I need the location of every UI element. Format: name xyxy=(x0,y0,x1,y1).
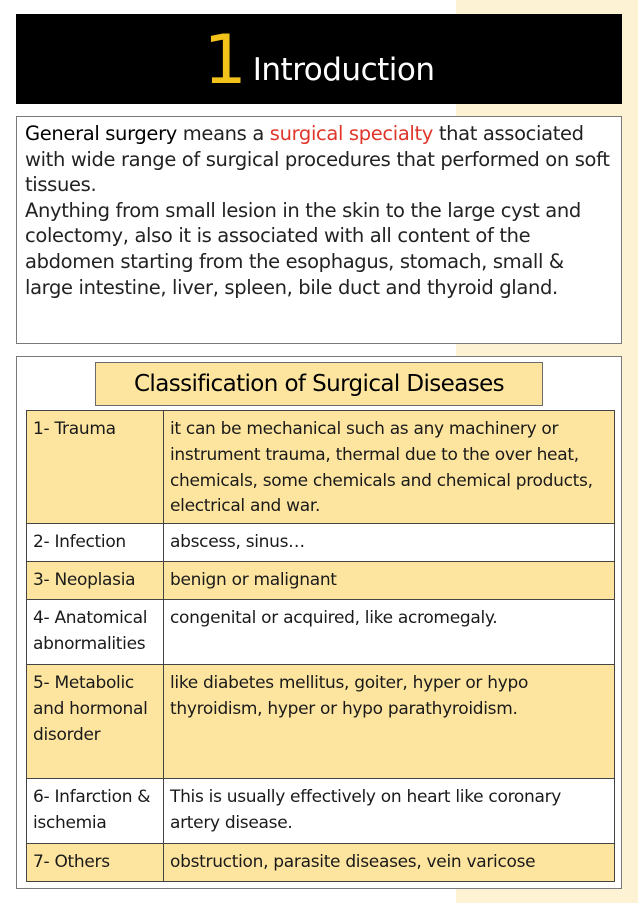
table-row xyxy=(27,844,615,882)
table-row xyxy=(27,779,615,844)
disease-description: This is usually effectively on heart like coronary artery disease. xyxy=(164,779,615,844)
table-row xyxy=(27,411,615,524)
classification-table xyxy=(26,410,615,882)
disease-type: 3- Neoplasia xyxy=(27,562,164,600)
chapter-title: Introduction xyxy=(252,52,435,88)
disease-type: 1- Trauma xyxy=(27,411,164,524)
intro-paragraph-2: Anything from small lesion in the skin to the large cyst and colectomy, also it is associated with all content of the abdomen starting from the esophagus, stomach, small & large intestine, liver, spleen, bile duct and thyroid gland. xyxy=(25,198,581,299)
disease-description: congenital or acquired, like acromegaly. xyxy=(164,600,615,665)
table-row xyxy=(27,524,615,562)
disease-type: 2- Infection xyxy=(27,524,164,562)
table-row xyxy=(27,562,615,600)
disease-description: obstruction, parasite diseases, vein varicose xyxy=(164,844,615,882)
classification-heading: Classification of Surgical Diseases xyxy=(95,362,543,406)
disease-type: 7- Others xyxy=(27,844,164,882)
disease-type: 6- Infarction & ischemia xyxy=(27,779,164,844)
disease-type: 4- Anatomical abnormalities xyxy=(27,600,164,665)
intro-box xyxy=(16,116,622,344)
disease-description: it can be mechanical such as any machinery or instrument trauma, thermal due to the over heat, chemicals, some chemicals and chemical products, electrical and war. xyxy=(164,411,615,524)
classification-box xyxy=(16,356,622,889)
disease-description: like diabetes mellitus, goiter, hyper or hypo thyroidism, hyper or hypo parathyroidism. xyxy=(164,665,615,779)
intro-text-a: means a xyxy=(176,122,270,145)
table-row xyxy=(27,665,615,779)
intro-paragraph-1 xyxy=(25,121,613,198)
title-banner xyxy=(16,14,622,104)
disease-type: 5- Metabolic and hormonal disorder xyxy=(27,665,164,779)
disease-description: benign or malignant xyxy=(164,562,615,600)
chapter-number: 1 xyxy=(203,21,247,100)
intro-highlight: surgical specialty xyxy=(269,122,433,145)
table-row xyxy=(27,600,615,665)
intro-text-b: that associated with wide range of surgical procedures that performed on soft tissues. xyxy=(25,122,610,197)
intro-term: General surgery xyxy=(25,122,177,145)
disease-description: abscess, sinus… xyxy=(164,524,615,562)
